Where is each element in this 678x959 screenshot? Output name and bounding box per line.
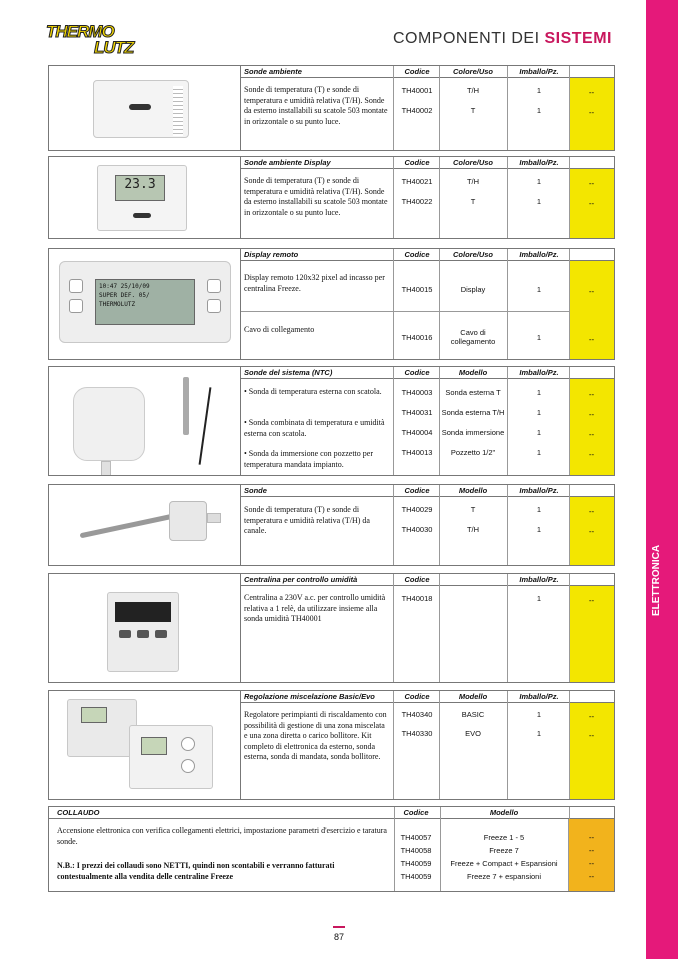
header-code: Codice <box>404 158 430 167</box>
description: Sonde di temperatura (T) e sonde di temperatura e umidità relativa (T/H). Sonde da esterno installabili su scatole 503 montate in orizzontale o su punto luce. <box>244 176 388 217</box>
code-cell: TH40021 <box>401 177 433 186</box>
modello-cell: EVO <box>465 729 481 738</box>
table-display-remoto <box>241 249 614 359</box>
price-value: -- <box>588 712 595 721</box>
code-cell: TH40015 <box>401 285 433 294</box>
price-value: -- <box>588 430 595 439</box>
table-sonde-ntc <box>241 367 614 475</box>
modello-cell: Freeze 1 - 5 <box>483 833 525 842</box>
modello-cell: Freeze 7 + espansioni <box>466 872 541 881</box>
code-cell: TH40013 <box>401 448 433 457</box>
header-imballo: Imballo/Pz. <box>519 486 559 495</box>
modello-cell: BASIC <box>461 710 485 719</box>
imballo-cell: 1 <box>536 197 542 206</box>
description: Centralina a 230V a.c. per controllo umidità relativa a 1 relè, da utilizzare insieme alla sonda umidità TH40001 <box>244 593 386 623</box>
product-image-centralina <box>49 574 241 682</box>
price-value: -- <box>588 833 595 842</box>
colore-cell: T <box>470 197 476 206</box>
code-cell: TH40016 <box>401 333 433 342</box>
colore-cell: Display <box>460 285 486 294</box>
section-sonde-sistema-ntc <box>48 366 615 476</box>
price-value: -- <box>588 410 595 419</box>
side-tab <box>646 0 678 959</box>
price-value: -- <box>588 507 595 516</box>
code-cell: TH40004 <box>401 428 433 437</box>
price-value: -- <box>588 108 595 117</box>
header-imballo: Imballo/Pz. <box>519 67 559 76</box>
table-header <box>241 485 614 497</box>
modello-cell: Pozzetto 1/2" <box>450 448 496 457</box>
description: Accensione elettronica con verifica collegamenti elettrici, impostazione parametri d'esercizio e taratura sonde. <box>57 826 387 846</box>
header-imballo: Imballo/Pz. <box>519 575 559 584</box>
header-code: Codice <box>404 67 430 76</box>
imballo-cell: 1 <box>536 525 542 534</box>
table-centralina <box>241 574 614 682</box>
code-cell: TH40003 <box>401 388 433 397</box>
header-imballo: Imballo/Pz. <box>519 250 559 259</box>
modello-cell: Sonda esterna T/H <box>441 408 505 417</box>
header-colore: Colore/Uso <box>452 67 493 76</box>
imballo-cell: 1 <box>536 388 542 397</box>
display-reading: 23.3 <box>124 177 156 192</box>
table-header <box>49 807 614 819</box>
table-sonde-ambiente <box>241 66 614 150</box>
table-sonde-canale <box>241 485 614 565</box>
table-header <box>241 249 614 261</box>
code-cell: TH40022 <box>401 197 433 206</box>
section-regolazione-miscelazione <box>48 690 615 800</box>
imballo-cell: 1 <box>536 729 542 738</box>
product-image-display-remoto <box>49 249 241 359</box>
header-modello: Modello <box>489 808 519 817</box>
bullet-item: • Sonda combinata di temperatura e umidità esterna con scatola. <box>244 418 385 438</box>
code-cell: TH40002 <box>401 106 433 115</box>
header-colore: Colore/Uso <box>452 250 493 259</box>
price-value: -- <box>588 450 595 459</box>
thermolutz-logo <box>46 22 146 58</box>
product-image-regolazione <box>49 691 241 799</box>
section-title: Regolazione miscelazione Basic/Evo <box>244 692 375 701</box>
header-imballo: Imballo/Pz. <box>519 158 559 167</box>
code-cell: TH40340 <box>401 710 433 719</box>
imballo-cell: 1 <box>536 428 542 437</box>
modello-cell: Freeze + Compact + Espansioni <box>450 859 558 868</box>
side-tab-label: ELETTRONICA <box>651 544 662 616</box>
code-cell: TH40057 <box>400 833 432 842</box>
section-centralina-umidita <box>48 573 615 683</box>
colore-cell: T/H <box>466 86 480 95</box>
imballo-cell: 1 <box>536 106 542 115</box>
product-image-sonde-ntc <box>49 367 241 475</box>
product-image-sonde-canale <box>49 485 241 565</box>
imballo-cell: 1 <box>536 177 542 186</box>
code-cell: TH40031 <box>401 408 433 417</box>
code-cell: TH40018 <box>401 594 433 603</box>
table-header <box>241 66 614 78</box>
header-modello: Modello <box>458 368 488 377</box>
imballo-cell: 1 <box>536 710 542 719</box>
page-title <box>393 30 612 48</box>
modello-cell: T <box>470 505 476 514</box>
code-cell: TH40058 <box>400 846 432 855</box>
note: N.B.: I prezzi dei collaudi sono NETTI, quindi non scontabili e verranno fatturati contestualmente alla vendita delle centraline Freeze <box>57 861 335 881</box>
colore-cell: T/H <box>466 177 480 186</box>
header-imballo: Imballo/Pz. <box>519 368 559 377</box>
modello-cell: Sonda esterna T <box>445 388 501 397</box>
colore-cell: Cavo di collegamento <box>450 328 496 346</box>
header-code: Codice <box>404 486 430 495</box>
page-title-light: COMPONENTI DEI <box>392 30 540 47</box>
description: Display remoto 120x32 pixel ad incasso per centralina Freeze. <box>244 273 385 293</box>
product-image-sonde-display <box>49 157 241 238</box>
code-cell: TH40029 <box>401 505 433 514</box>
logo-line2: LUTZ <box>94 38 134 57</box>
footer-divider <box>333 926 345 928</box>
bullet-item: • Sonda da immersione con pozzetto per temperatura mandata impianto. <box>244 449 373 469</box>
code-cell: TH40330 <box>401 729 433 738</box>
section-sonde-canale <box>48 484 615 566</box>
screen-line1: 10:47 25/10/09 <box>99 283 150 290</box>
price-value: -- <box>588 199 595 208</box>
modello-cell: Sonda immersione <box>441 428 505 437</box>
section-title: Sonde ambiente <box>244 67 302 76</box>
header-imballo: Imballo/Pz. <box>519 692 559 701</box>
price-cell <box>569 261 614 359</box>
price-value: -- <box>588 846 595 855</box>
section-title: Display remoto <box>244 250 299 259</box>
code-cell: TH40001 <box>401 86 433 95</box>
imballo-cell: 1 <box>536 408 542 417</box>
price-value: -- <box>588 179 595 188</box>
imballo-cell: 1 <box>536 285 542 294</box>
imballo-cell: 1 <box>536 333 542 342</box>
code-cell: TH40059 <box>400 872 432 881</box>
product-image-sonde-ambiente <box>49 66 241 150</box>
section-title: Sonde del sistema (NTC) <box>244 368 333 377</box>
price-value: -- <box>588 88 595 97</box>
price-value: -- <box>588 335 595 344</box>
modello-cell: Freeze 7 <box>489 846 519 855</box>
table-regolazione <box>241 691 614 799</box>
section-title: COLLAUDO <box>57 808 100 817</box>
screen-line2: SUPER DEF. 05/ <box>99 292 150 299</box>
page-title-bold: SISTEMI <box>544 30 612 47</box>
section-sonde-ambiente <box>48 65 615 151</box>
header-code: Codice <box>403 808 429 817</box>
price-value: -- <box>588 287 595 296</box>
price-value: -- <box>588 731 595 740</box>
table-sonde-display <box>241 157 614 238</box>
description: Sonde di temperatura (T) e sonde di temperatura e umidità relativa (T/H). Sonde da esterno installabili su scatole 503 montate in orizzontale o su punto luce. <box>244 85 388 126</box>
section-display-remoto <box>48 248 615 360</box>
modello-cell: T/H <box>466 525 480 534</box>
imballo-cell: 1 <box>536 594 542 603</box>
table-collaudo <box>49 807 614 891</box>
section-sonde-ambiente-display <box>48 156 615 239</box>
header-code: Codice <box>404 692 430 701</box>
description-cable: Cavo di collegamento <box>244 325 315 334</box>
section-collaudo <box>48 806 615 892</box>
imballo-cell: 1 <box>536 86 542 95</box>
screen-line3: THERMOLUTZ <box>99 301 136 308</box>
table-header <box>241 574 614 586</box>
table-header <box>241 367 614 379</box>
header-code: Codice <box>404 575 430 584</box>
price-value: -- <box>588 596 595 605</box>
table-header <box>241 691 614 703</box>
description: Regolatore perimpianti di riscaldamento con possibilità di gestione di una zona miscelata e una zona diretta o carico bollitore. Kit completo di elettronica da esterno, sonda esterna, sonda di mandata, sonda bollitore. <box>244 710 387 761</box>
header-colore: Colore/Uso <box>452 158 493 167</box>
imballo-cell: 1 <box>536 505 542 514</box>
code-cell: TH40059 <box>400 859 432 868</box>
page-number: 87 <box>333 932 344 942</box>
description: Sonde di temperatura (T) e sonde di temperatura e umidità relativa (T/H) da canale. <box>244 505 370 535</box>
section-title: Sonde ambiente Display <box>244 158 331 167</box>
imballo-cell: 1 <box>536 448 542 457</box>
price-value: -- <box>588 859 595 868</box>
price-value: -- <box>588 390 595 399</box>
logo-line1: THERMO <box>46 22 114 41</box>
header-code: Codice <box>404 250 430 259</box>
section-title: Sonde <box>244 486 267 495</box>
code-cell: TH40030 <box>401 525 433 534</box>
bullet-item: • Sonda di temperatura esterna con scatola. <box>244 387 382 396</box>
price-value: -- <box>588 527 595 536</box>
price-value: -- <box>588 872 595 881</box>
section-title: Centralina per controllo umidità <box>244 575 358 584</box>
colore-cell: T <box>470 106 476 115</box>
table-header <box>241 157 614 169</box>
header-modello: Modello <box>458 692 488 701</box>
header-code: Codice <box>404 368 430 377</box>
header-modello: Modello <box>458 486 488 495</box>
